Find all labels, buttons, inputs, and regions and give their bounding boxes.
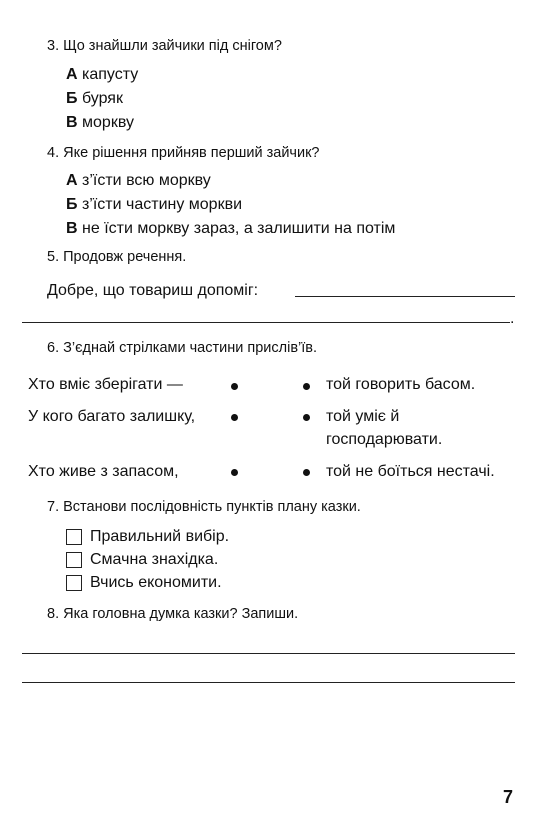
- question-7: 7. Встанови послідовність пунктів плану казки.: [47, 499, 361, 515]
- connection-dot[interactable]: [231, 383, 238, 390]
- plan-item: Вчись економити.: [90, 574, 222, 591]
- q4-option-a[interactable]: [66, 172, 211, 190]
- option-letter: А: [66, 66, 78, 83]
- question-6: 6. З’єднай стрілками частини прислів’їв.: [47, 340, 317, 356]
- order-checkbox[interactable]: [66, 575, 82, 591]
- proverb-end: той уміє й: [326, 408, 400, 425]
- sentence-start: Добре, що товариш допоміг:: [47, 282, 259, 299]
- connection-dot[interactable]: [303, 383, 310, 390]
- question-4: 4. Яке рішення прийняв перший зайчик?: [47, 145, 320, 161]
- order-checkbox[interactable]: [66, 552, 82, 568]
- proverb-start: Хто вміє зберігати —: [28, 376, 183, 393]
- q3-option-b[interactable]: [66, 90, 123, 108]
- option-letter: Б: [66, 90, 78, 107]
- option-text: капусту: [82, 66, 139, 83]
- order-checkbox[interactable]: [66, 529, 82, 545]
- option-letter: А: [66, 172, 78, 189]
- option-text: з’їсти всю моркву: [82, 172, 211, 189]
- option-letter: Б: [66, 196, 78, 213]
- option-text: не їсти моркву зараз, а залишити на потім: [82, 220, 396, 237]
- connection-dot[interactable]: [231, 414, 238, 421]
- option-letter: В: [66, 220, 78, 237]
- option-text: з’їсти частину моркви: [81, 196, 243, 213]
- answer-line[interactable]: [22, 653, 515, 654]
- question-3: 3. Що знайшли зайчики під снігом?: [47, 38, 282, 54]
- answer-line[interactable]: [22, 682, 515, 683]
- option-text: буряк: [81, 90, 123, 107]
- q4-option-c[interactable]: [66, 220, 395, 238]
- proverb-start: Хто живе з запасом,: [28, 463, 179, 480]
- answer-line[interactable]: [22, 322, 510, 323]
- connection-dot[interactable]: [231, 469, 238, 476]
- proverb-end: той говорить басом.: [326, 376, 476, 393]
- question-5: 5. Продовж речення.: [47, 249, 187, 265]
- q3-option-a[interactable]: [66, 66, 138, 84]
- plan-item: Правильний вибір.: [90, 528, 230, 545]
- connection-dot[interactable]: [303, 414, 310, 421]
- q3-option-c[interactable]: [66, 114, 134, 132]
- proverb-end: господарювати.: [326, 431, 443, 448]
- answer-line[interactable]: [295, 296, 515, 297]
- proverb-start: У кого багато залишку,: [28, 408, 196, 425]
- plan-item: Смачна знахідка.: [90, 551, 219, 568]
- sentence-end-mark: .: [510, 310, 515, 327]
- question-8: 8. Яка головна думка казки? Запиши.: [47, 606, 299, 622]
- proverb-end: той не боїться нестачі.: [326, 463, 495, 480]
- connection-dot[interactable]: [303, 469, 310, 476]
- q4-option-b[interactable]: [66, 196, 242, 214]
- page-number: 7: [503, 787, 514, 807]
- option-text: моркву: [82, 114, 134, 131]
- option-letter: В: [66, 114, 78, 131]
